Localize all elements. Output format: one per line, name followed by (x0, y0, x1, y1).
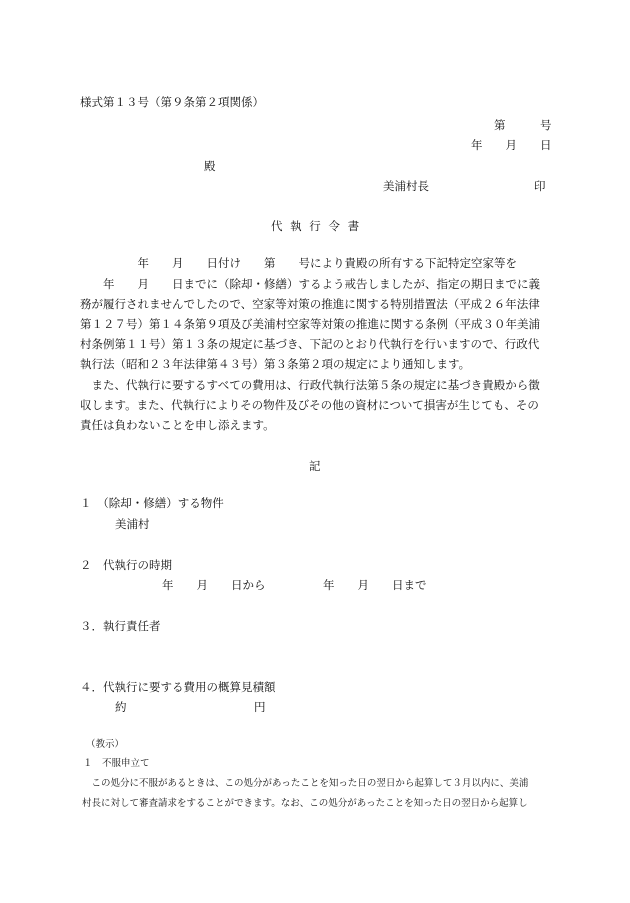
item1-heading: １ （除却・修繕）する物件 (80, 496, 224, 510)
document-title: 代 執 行 令 書 (271, 219, 362, 233)
body-line: 第１２７号）第１４条第９項及び美浦村空家等対策の推進に関する条例（平成３０年美浦 (80, 317, 540, 331)
body-line: 収します。また、代執行によりその物件及びその他の資材について損害が生じても、その (80, 398, 539, 412)
item1-value: 美浦村 (115, 517, 150, 531)
addressee-suffix: 殿 (204, 159, 216, 173)
notice-heading: （教示） (86, 739, 125, 750)
body-line: 年 月 日付け 第 号により貴殿の所有する下記特定空家等を (80, 256, 517, 270)
issuer-name: 美浦村長 (383, 179, 429, 193)
body-line: 村条例第１１号）第１３条の規定に基づき、下記のとおり代執行を行いますので、行政代 (80, 337, 540, 351)
notice-line: この処分に不服があるときは、この処分があったことを知った日の翌日から起算して３月以内に、美浦 (82, 778, 529, 789)
body-line: 責任は負わないことを申し添えます。 (80, 418, 275, 432)
item3-heading: ３．執行責任者 (80, 619, 161, 633)
item2-heading: ２ 代執行の時期 (80, 558, 172, 572)
body-line: また、代執行に要するすべての費用は、行政代執行法第５条の規定に基づき貴殿から徴 (80, 378, 540, 392)
document-number: 第 号 (494, 118, 552, 132)
item4-prefix: 約 (115, 700, 127, 714)
ki-heading: 記 (309, 459, 321, 473)
item2-value: 年 月 日から 年 月 日まで (162, 578, 427, 592)
body-line: 執行法（昭和２３年法律第４３号）第３条第２項の規定により通知します。 (80, 357, 471, 371)
item4-heading: ４．代執行に要する費用の概算見積額 (80, 680, 276, 694)
item4-unit: 円 (254, 700, 266, 714)
body-line: 年 月 日までに（除却・修繕）するよう戒告しましたが、指定の期日までに義 (80, 277, 540, 291)
notice-line: 村長に対して審査請求をすることができます。なお、この処分があったことを知った日の翌日から起算し (82, 798, 528, 809)
document-date: 年 月 日 (471, 138, 552, 152)
body-line: 務が履行されませんでしたので、空家等対策の推進に関する特別措置法（平成２６年法律 (80, 297, 540, 311)
notice-subheading: １ 不服申立て (83, 758, 150, 769)
form-header: 様式第１３号（第９条第２項関係） (80, 95, 264, 109)
seal-mark: 印 (534, 179, 546, 193)
